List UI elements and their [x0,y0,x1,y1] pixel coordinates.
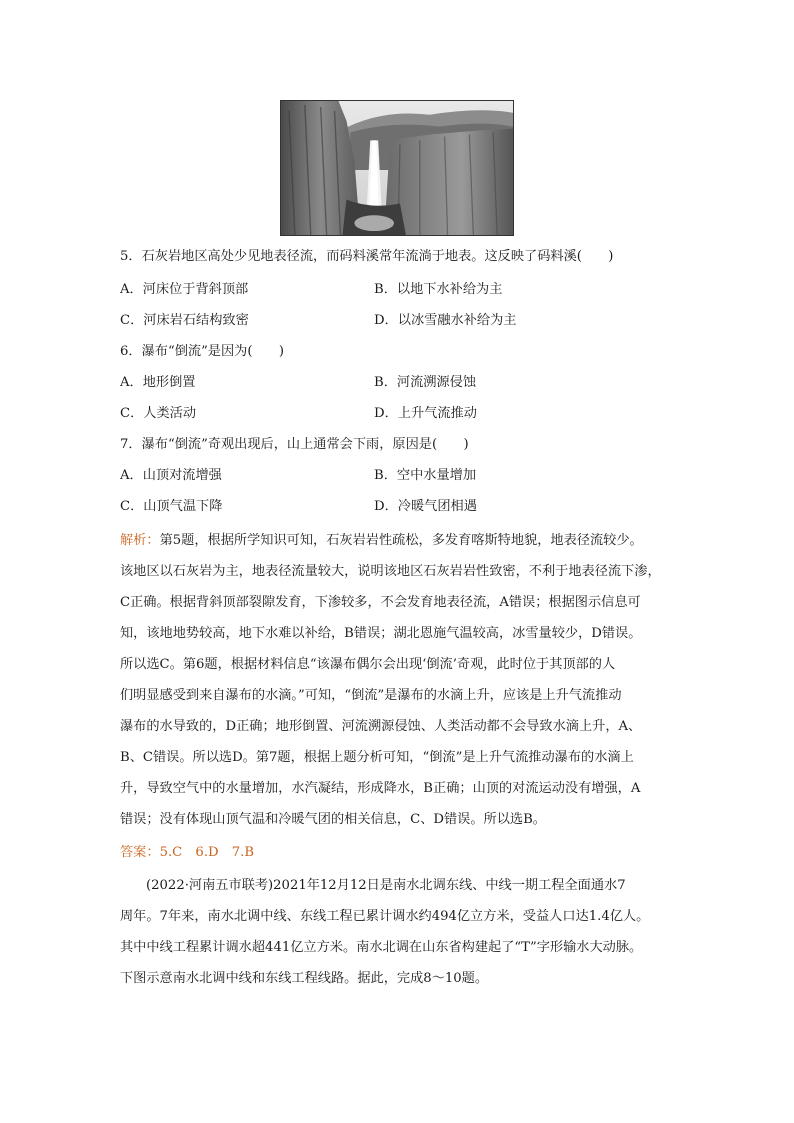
waterfall-image [281,101,513,235]
analysis-line: 知，该地地势较高，地下水难以补给，B错误；湖北恩施气温较高，冰雪量较少，D错误。 [120,626,642,641]
passage-line: (2022·河南五市联考)2021年12月12日是南水北调东线、中线一期工程全面通水7 [146,878,626,893]
analysis-line: C正确。根据背斜顶部裂隙发育，下渗较多，不会发育地表径流，A错误；根据图示信息可 [120,595,641,610]
analysis-line: B、C错误。所以选D。第7题，根据上题分析可知，“倒流”是上升气流推动瀑布的水滴上 [120,750,634,765]
analysis-line: 所以选C。第6题，根据材料信息“该瀑布偶尔会出现‘倒流’奇观，此时位于其顶部的人 [120,657,616,672]
question-7-stem: 7．瀑布“倒流”奇观出现后，山上通常会下雨，原因是( ) [120,437,469,452]
question-6-option-a: A．地形倒置 [120,375,196,390]
analysis-block [120,525,686,835]
passage-line: 其中中线工程累计调水超441亿立方米。南水北调在山东省构建起了“T”字形输水大动脉。 [120,940,643,955]
answer-label: 答案： [120,845,160,860]
answer-line [120,843,680,863]
analysis-line: 瀑布的水导致的，D正确；地形倒置、河流溯源侵蚀、人类活动都不会导致水滴上升，A、 [120,719,642,734]
passage-line: 周年。7年来，南水北调中线、东线工程已累计调水约494亿立方米，受益人口达1.4亿人。 [120,909,650,924]
question-6-option-d: D．上升气流推动 [374,406,477,421]
question-7-option-c: C．山顶气温下降 [120,499,223,514]
question-5-option-c: C．河床岩石结构致密 [120,313,249,328]
question-6-option-c: C．人类活动 [120,406,197,421]
question-6-stem: 6．瀑布“倒流”是因为( ) [120,344,285,359]
question-5-option-a: A．河床位于背斜顶部 [120,282,249,297]
question-7-option-a: A．山顶对流增强 [120,468,222,483]
analysis-line: 解析：第5题，根据所学知识可知，石灰岩岩性疏松，多发育喀斯特地貌，地表径流较少。 [120,533,643,548]
question-5-option-d: D．以冰雪融水补给为主 [374,313,517,328]
waterfall-photo [280,100,514,236]
analysis-line: 错误；没有体现山顶气温和冷暖气团的相关信息，C、D错误。所以选B。 [120,812,546,827]
question-7-option-d: D．冷暖气团相遇 [374,499,477,514]
analysis-line: 该地区以石灰岩为主，地表径流量较大，说明该地区石灰岩岩性致密，不利于地表径流下渗， [120,564,661,579]
question-5-option-b: B．以地下水补给为主 [374,282,503,297]
question-5-stem: 5．石灰岩地区高处少见地表径流，而码料溪常年流淌于地表。这反映了码料溪( ) [120,249,614,264]
analysis-label: 解析： [120,533,160,548]
passage-block [120,870,686,994]
analysis-line: 们明显感受到来自瀑布的水滴。”可知，“倒流”是瀑布的水滴上升，应该是上升气流推动 [120,688,622,703]
question-6-option-b: B．河流溯源侵蚀 [374,375,477,390]
answer-value: 5.C 6.D 7.B [159,845,255,860]
question-7-option-b: B．空中水量增加 [374,468,477,483]
passage-line: 下图示意南水北调中线和东线工程线路。据此，完成8～10题。 [120,971,489,986]
analysis-line: 升，导致空气中的水量增加，水汽凝结，形成降水，B正确；山顶的对流运动没有增强，A [120,781,641,796]
